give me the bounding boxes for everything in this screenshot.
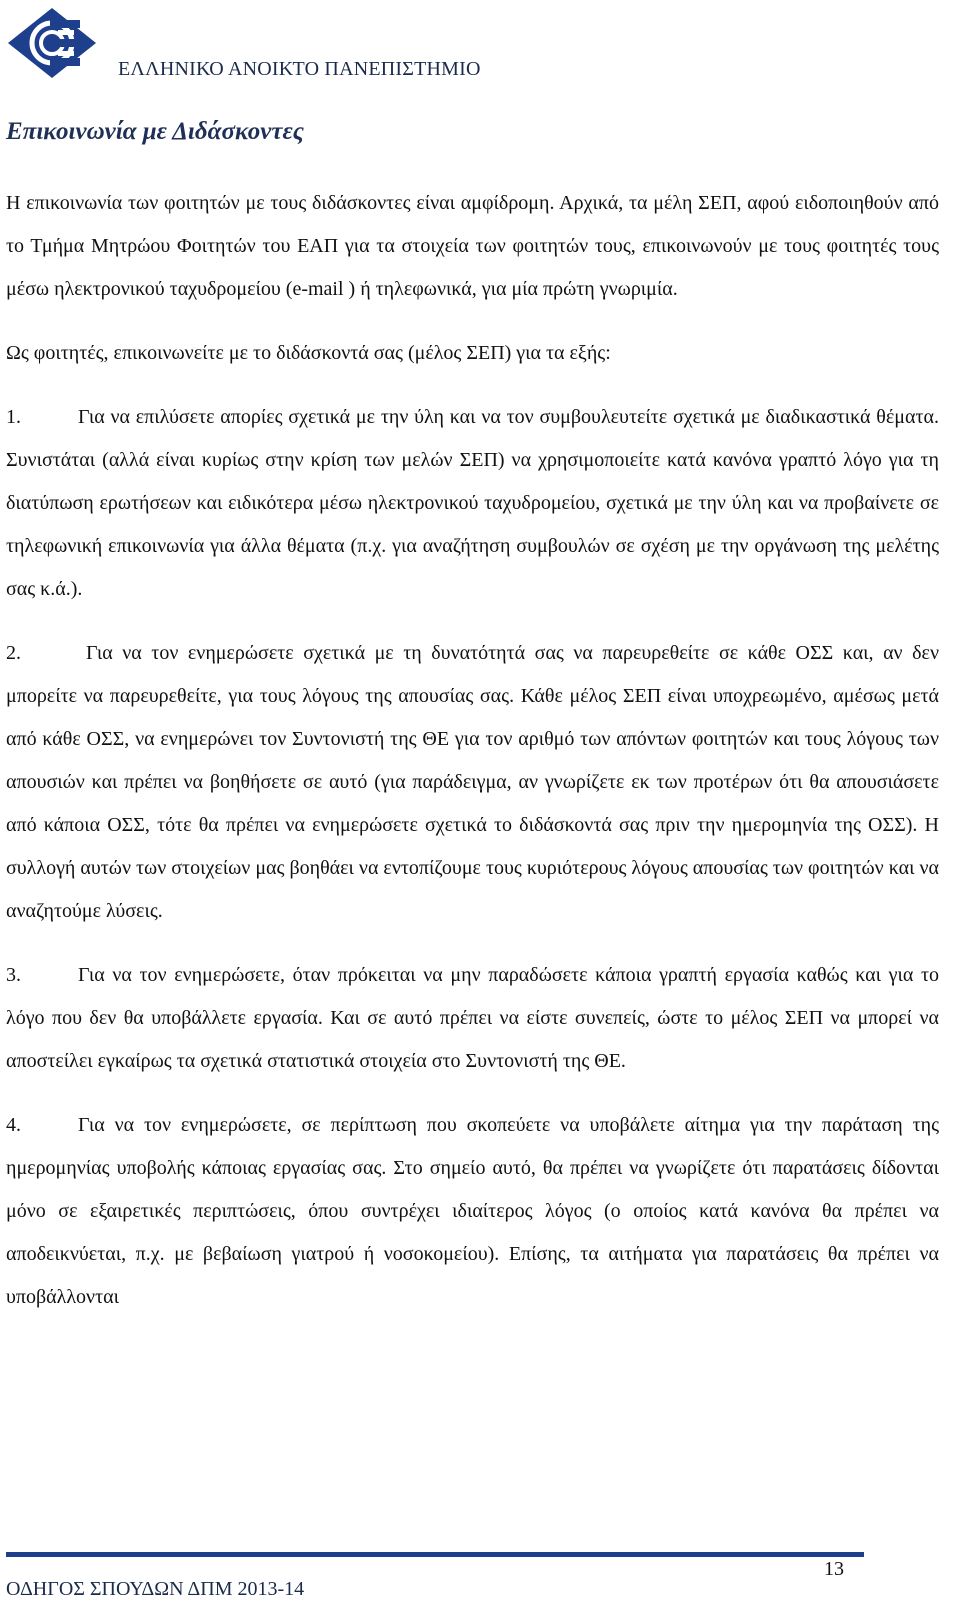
- list-item-number: 1.: [6, 406, 21, 428]
- university-logo: [6, 6, 98, 80]
- list-item-number: 4.: [6, 1114, 21, 1136]
- list-item-text: Για να τον ενημερώσετε σχετικά με τη δυνατότητά σας να παρευρεθείτε σε κάθε ΟΣΣ και, αν δεν μπορείτε να παρευρεθείτε, για τους λόγους της απουσίας σας. Κάθε μέλος ΣΕΠ είναι υποχρεωμένο, αμέσως μετά από κάθε ΟΣΣ, να ενημερώνει τον Συντονιστή της ΘΕ για τον αριθμό των απόντων φοιτητών και τους λόγους των απουσιών και πρέπει να βοηθήσετε σε αυτό (για παράδειγμα, αν γνωρίζετε εκ των προτέρων ότι θα απουσιάσετε από κάποια ΟΣΣ, τότε θα πρέπει να ενημερώσετε σχετικά το διδάσκοντά σας πριν την ημερομηνία της ΟΣΣ). Η συλλογή αυτών των στοιχείων μας βοηθάει να εντοπίζουμε τους κυριότερους λόγους απουσίας των φοιτητών και να αναζητούμε λύσεις.: [6, 642, 939, 922]
- list-item: [6, 1104, 939, 1319]
- list-item-text: Για να τον ενημερώσετε, σε περίπτωση που σκοπεύετε να υποβάλετε αίτημα για την παράταση της ημερομηνίας υποβολής κάποιας εργασίας σας. Στο σημείο αυτό, θα πρέπει να γνωρίζετε ότι παρατάσεις δίδονται μόνο σε εξαιρετικές περιπτώσεις, όπου συντρέχει ιδιαίτερος λόγος (ο οποίος κατά κανόνα θα πρέπει να αποδεικνύεται, π.χ. με βεβαίωση γιατρού ή νοσοκομείου). Επίσης, τα αιτήματα για παρατάσεις θα πρέπει να υποβάλλονται: [6, 1114, 939, 1308]
- section-title: Επικοινωνία με Διδάσκοντες: [6, 118, 304, 145]
- list-item-number: 2.: [6, 642, 21, 664]
- university-name: ΕΛΛΗΝΙΚΟ ΑΝΟΙΚΤΟ ΠΑΝΕΠΙΣΤΗΜΙΟ: [118, 58, 481, 80]
- list-item: [6, 954, 939, 1083]
- list-item: [6, 632, 939, 933]
- footer-rule: [6, 1552, 864, 1557]
- footer-title: ΟΔΗΓΟΣ ΣΠΟΥΔΩΝ ΔΠΜ 2013-14: [6, 1578, 305, 1600]
- list-item-text: Για να τον ενημερώσετε, όταν πρόκειται να μην παραδώσετε κάποια γραπτή εργασία καθώς και για το λόγο που δεν θα υποβάλλετε εργασία. Και σε αυτό πρέπει να είστε συνεπείς, ώστε το μέλος ΣΕΠ να μπορεί να αποστείλει εγκαίρως τα σχετικά στατιστικά στοιχεία στο Συντονιστή της ΘΕ.: [6, 964, 939, 1072]
- document-body: [6, 182, 939, 1319]
- page-number: 13: [824, 1558, 844, 1580]
- list-item-text: Για να επιλύσετε απορίες σχετικά με την ύλη και να τον συμβουλευτείτε σχετικά με διαδικαστικά θέματα. Συνιστάται (αλλά είναι κυρίως στην κρίση των μελών ΣΕΠ) να χρησιμοποιείτε κατά κανόνα γραπτό λόγο για τη διατύπωση ερωτήσεων και ειδικότερα μέσω ηλεκτρονικού ταχυδρομείου, σχετικά με την ύλη και να προβαίνετε σε τηλεφωνική επικοινωνία για άλλα θέματα (π.χ. για αναζήτηση συμβουλών σε σχέση με την οργάνωση της μελέτης σας κ.ά.).: [6, 406, 939, 600]
- list-item-number: 3.: [6, 964, 21, 986]
- intro-paragraph: Η επικοινωνία των φοιτητών με τους διδάσκοντες είναι αμφίδρομη. Αρχικά, τα μέλη ΣΕΠ, αφού ειδοποιηθούν από το Τμήμα Μητρώου Φοιτητών του ΕΑΠ για τα στοιχεία των φοιτητών τους, επικοινωνούν με τους φοιτητές τους μέσω ηλεκτρονικού ταχυδρομείου (e-mail ) ή τηλεφωνικά, για μία πρώτη γνωριμία.: [6, 192, 939, 300]
- list-item: [6, 396, 939, 611]
- contact-purpose-paragraph: Ως φοιτητές, επικοινωνείτε με το διδάσκοντά σας (μέλος ΣΕΠ) για τα εξής:: [6, 342, 611, 364]
